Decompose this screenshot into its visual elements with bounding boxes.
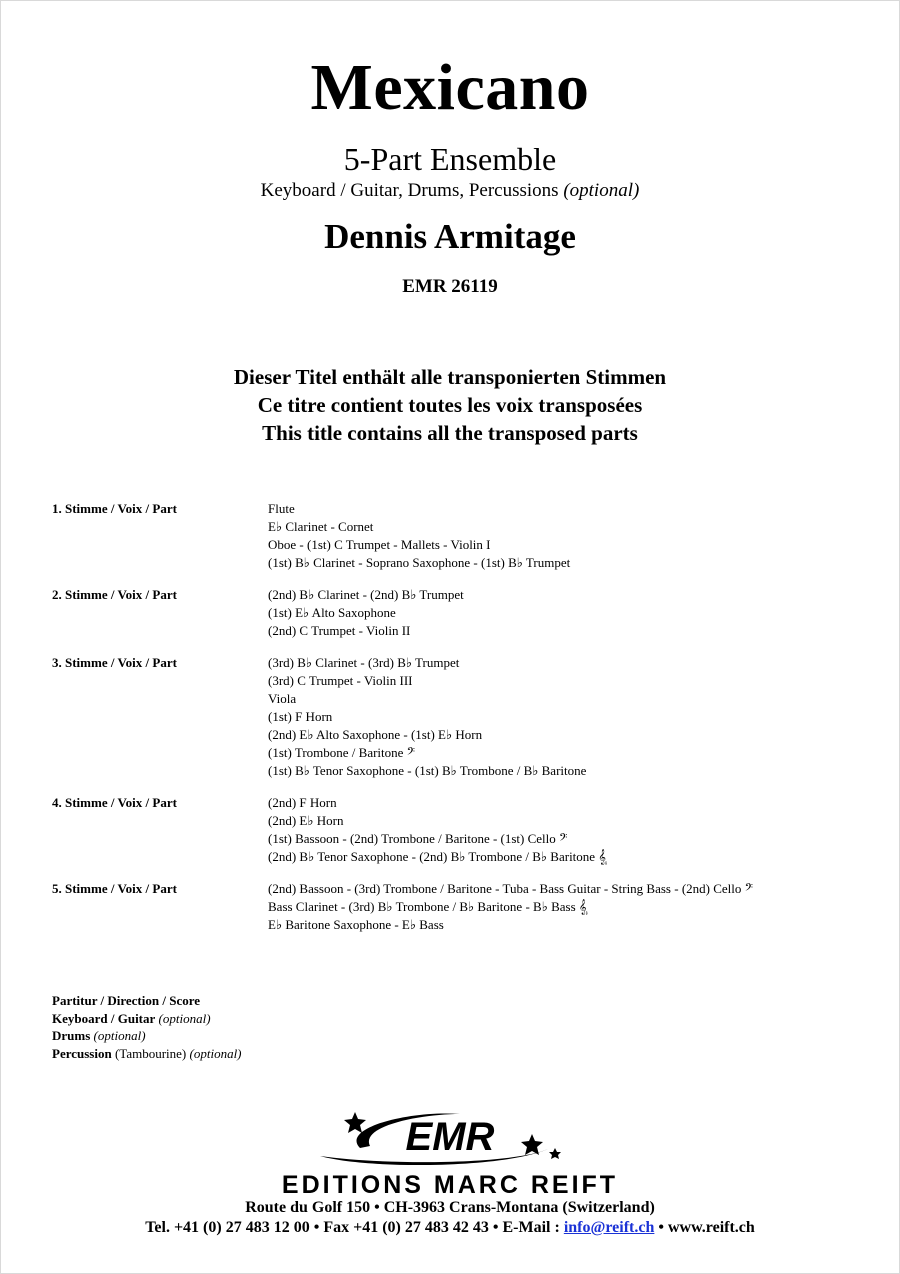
keyboard-optional: (optional) [158, 1010, 211, 1026]
instrument-line: (1st) F Horn [268, 709, 333, 724]
score-label: Partitur / Direction / Score [52, 993, 201, 1008]
part-instruments [268, 794, 872, 866]
instrumentation-optional: (optional) [563, 180, 640, 201]
instrument-line: (2nd) B♭ Tenor Saxophone - (2nd) B♭ Trombone / B♭ Baritone 𝄠 [268, 849, 608, 864]
drums-line [52, 1027, 242, 1045]
part-label: 4. Stimme / Voix / Part [52, 795, 177, 810]
notice-german: Dieser Titel enthält alle transponierten Stimmen [233, 365, 667, 389]
part-label: 1. Stimme / Voix / Part [52, 501, 177, 516]
score-line [52, 992, 242, 1010]
publisher-contact: Tel. +41 (0) 27 483 12 00 • Fax +41 (0) 27 483 42 43 • E-Mail : info@reift.ch • www.reift.ch [145, 1219, 755, 1236]
part-instruments [268, 586, 872, 640]
fax: Fax +41 (0) 27 483 42 43 [323, 1219, 489, 1236]
subtitle: 5-Part Ensemble [343, 141, 557, 177]
instrument-line: Bass Clarinet - (3rd) B♭ Trombone / B♭ Baritone - B♭ Bass 𝄠 [268, 899, 588, 914]
star-icon [344, 1112, 366, 1133]
part-group-2 [52, 586, 872, 640]
website[interactable]: www.reift.ch [668, 1219, 755, 1236]
part-instruments [268, 500, 872, 572]
instrument-line: (1st) B♭ Clarinet - Soprano Saxophone - (1st) B♭ Trumpet [268, 555, 571, 570]
notice-english: This title contains all the transposed parts [262, 421, 638, 445]
emr-logo-graphic [300, 1108, 600, 1170]
composer-name: Dennis Armitage [324, 217, 576, 256]
part-label: 3. Stimme / Voix / Part [52, 655, 177, 670]
tambourine-label: (Tambourine) [114, 1045, 187, 1061]
email-link[interactable]: info@reift.ch [563, 1219, 655, 1236]
keyboard-label: Keyboard / Guitar [52, 1010, 156, 1026]
instrument-line: (2nd) E♭ Alto Saxophone - (1st) E♭ Horn [268, 727, 483, 742]
part-instruments [268, 654, 872, 780]
part-group-3 [52, 654, 872, 780]
instrument-line: Oboe - (1st) C Trumpet - Mallets - Violin I [268, 537, 491, 552]
drums-optional: (optional) [93, 1028, 146, 1043]
emr-logo-text: EMR [405, 1115, 495, 1159]
instrument-line: Flute [268, 501, 295, 516]
percussion-label: Percussion [52, 1045, 112, 1061]
part-label: 2. Stimme / Voix / Part [52, 587, 177, 602]
percussion-optional: (optional) [189, 1045, 242, 1061]
emr-logo [300, 1108, 600, 1170]
additional-parts [52, 992, 242, 1062]
star-icon [549, 1148, 561, 1159]
instrument-line: (2nd) F Horn [268, 795, 337, 810]
instrument-line: (1st) E♭ Alto Saxophone [268, 605, 396, 620]
instrument-line: Viola [268, 691, 297, 706]
star-icon [521, 1134, 543, 1155]
percussion-line [52, 1045, 242, 1063]
parts-list [52, 500, 872, 948]
instrument-line: (3rd) C Trumpet - Violin III [268, 673, 413, 688]
instrumentation-text: Keyboard / Guitar, Drums, Percussions [260, 180, 564, 201]
part-group-1 [52, 500, 872, 572]
instrument-line: E♭ Baritone Saxophone - E♭ Bass [268, 917, 444, 932]
instrument-line: E♭ Clarinet - Cornet [268, 519, 374, 534]
instrument-line: (3rd) B♭ Clarinet - (3rd) B♭ Trumpet [268, 655, 460, 670]
instrumentation-line [0, 180, 900, 202]
part-label: 5. Stimme / Voix / Part [52, 881, 177, 896]
part-group-5 [52, 880, 872, 934]
instrument-line: (1st) B♭ Tenor Saxophone - (1st) B♭ Trombone / B♭ Baritone [268, 763, 587, 778]
drums-label: Drums [52, 1028, 91, 1043]
phone: Tel. +41 (0) 27 483 12 00 [145, 1219, 310, 1236]
instrument-line: (2nd) Bassoon - (3rd) Trombone / Baritone - Tuba - Bass Guitar - String Bass - (2nd) Cello 𝄢 [268, 881, 753, 896]
publisher-name: EDITIONS MARC REIFT [281, 1171, 619, 1199]
page-title: Mexicano [310, 51, 590, 124]
keyboard-line [52, 1010, 242, 1028]
part-instruments [268, 880, 872, 934]
instrument-line: (1st) Bassoon - (2nd) Trombone / Baritone - (1st) Cello 𝄢 [268, 831, 568, 846]
email-label: E-Mail : [502, 1219, 560, 1236]
notice-french: Ce titre contient toutes les voix transposées [257, 393, 643, 417]
instrument-line: (1st) Trombone / Baritone 𝄢 [268, 745, 416, 760]
instrument-line: (2nd) B♭ Clarinet - (2nd) B♭ Trumpet [268, 587, 464, 602]
instrument-line: (2nd) C Trumpet - Violin II [268, 623, 411, 638]
instrument-line: (2nd) E♭ Horn [268, 813, 344, 828]
part-group-4 [52, 794, 872, 866]
publisher-address: Route du Golf 150 • CH-3963 Crans-Montana (Switzerland) [245, 1199, 655, 1216]
catalog-number: EMR 26119 [402, 276, 498, 297]
